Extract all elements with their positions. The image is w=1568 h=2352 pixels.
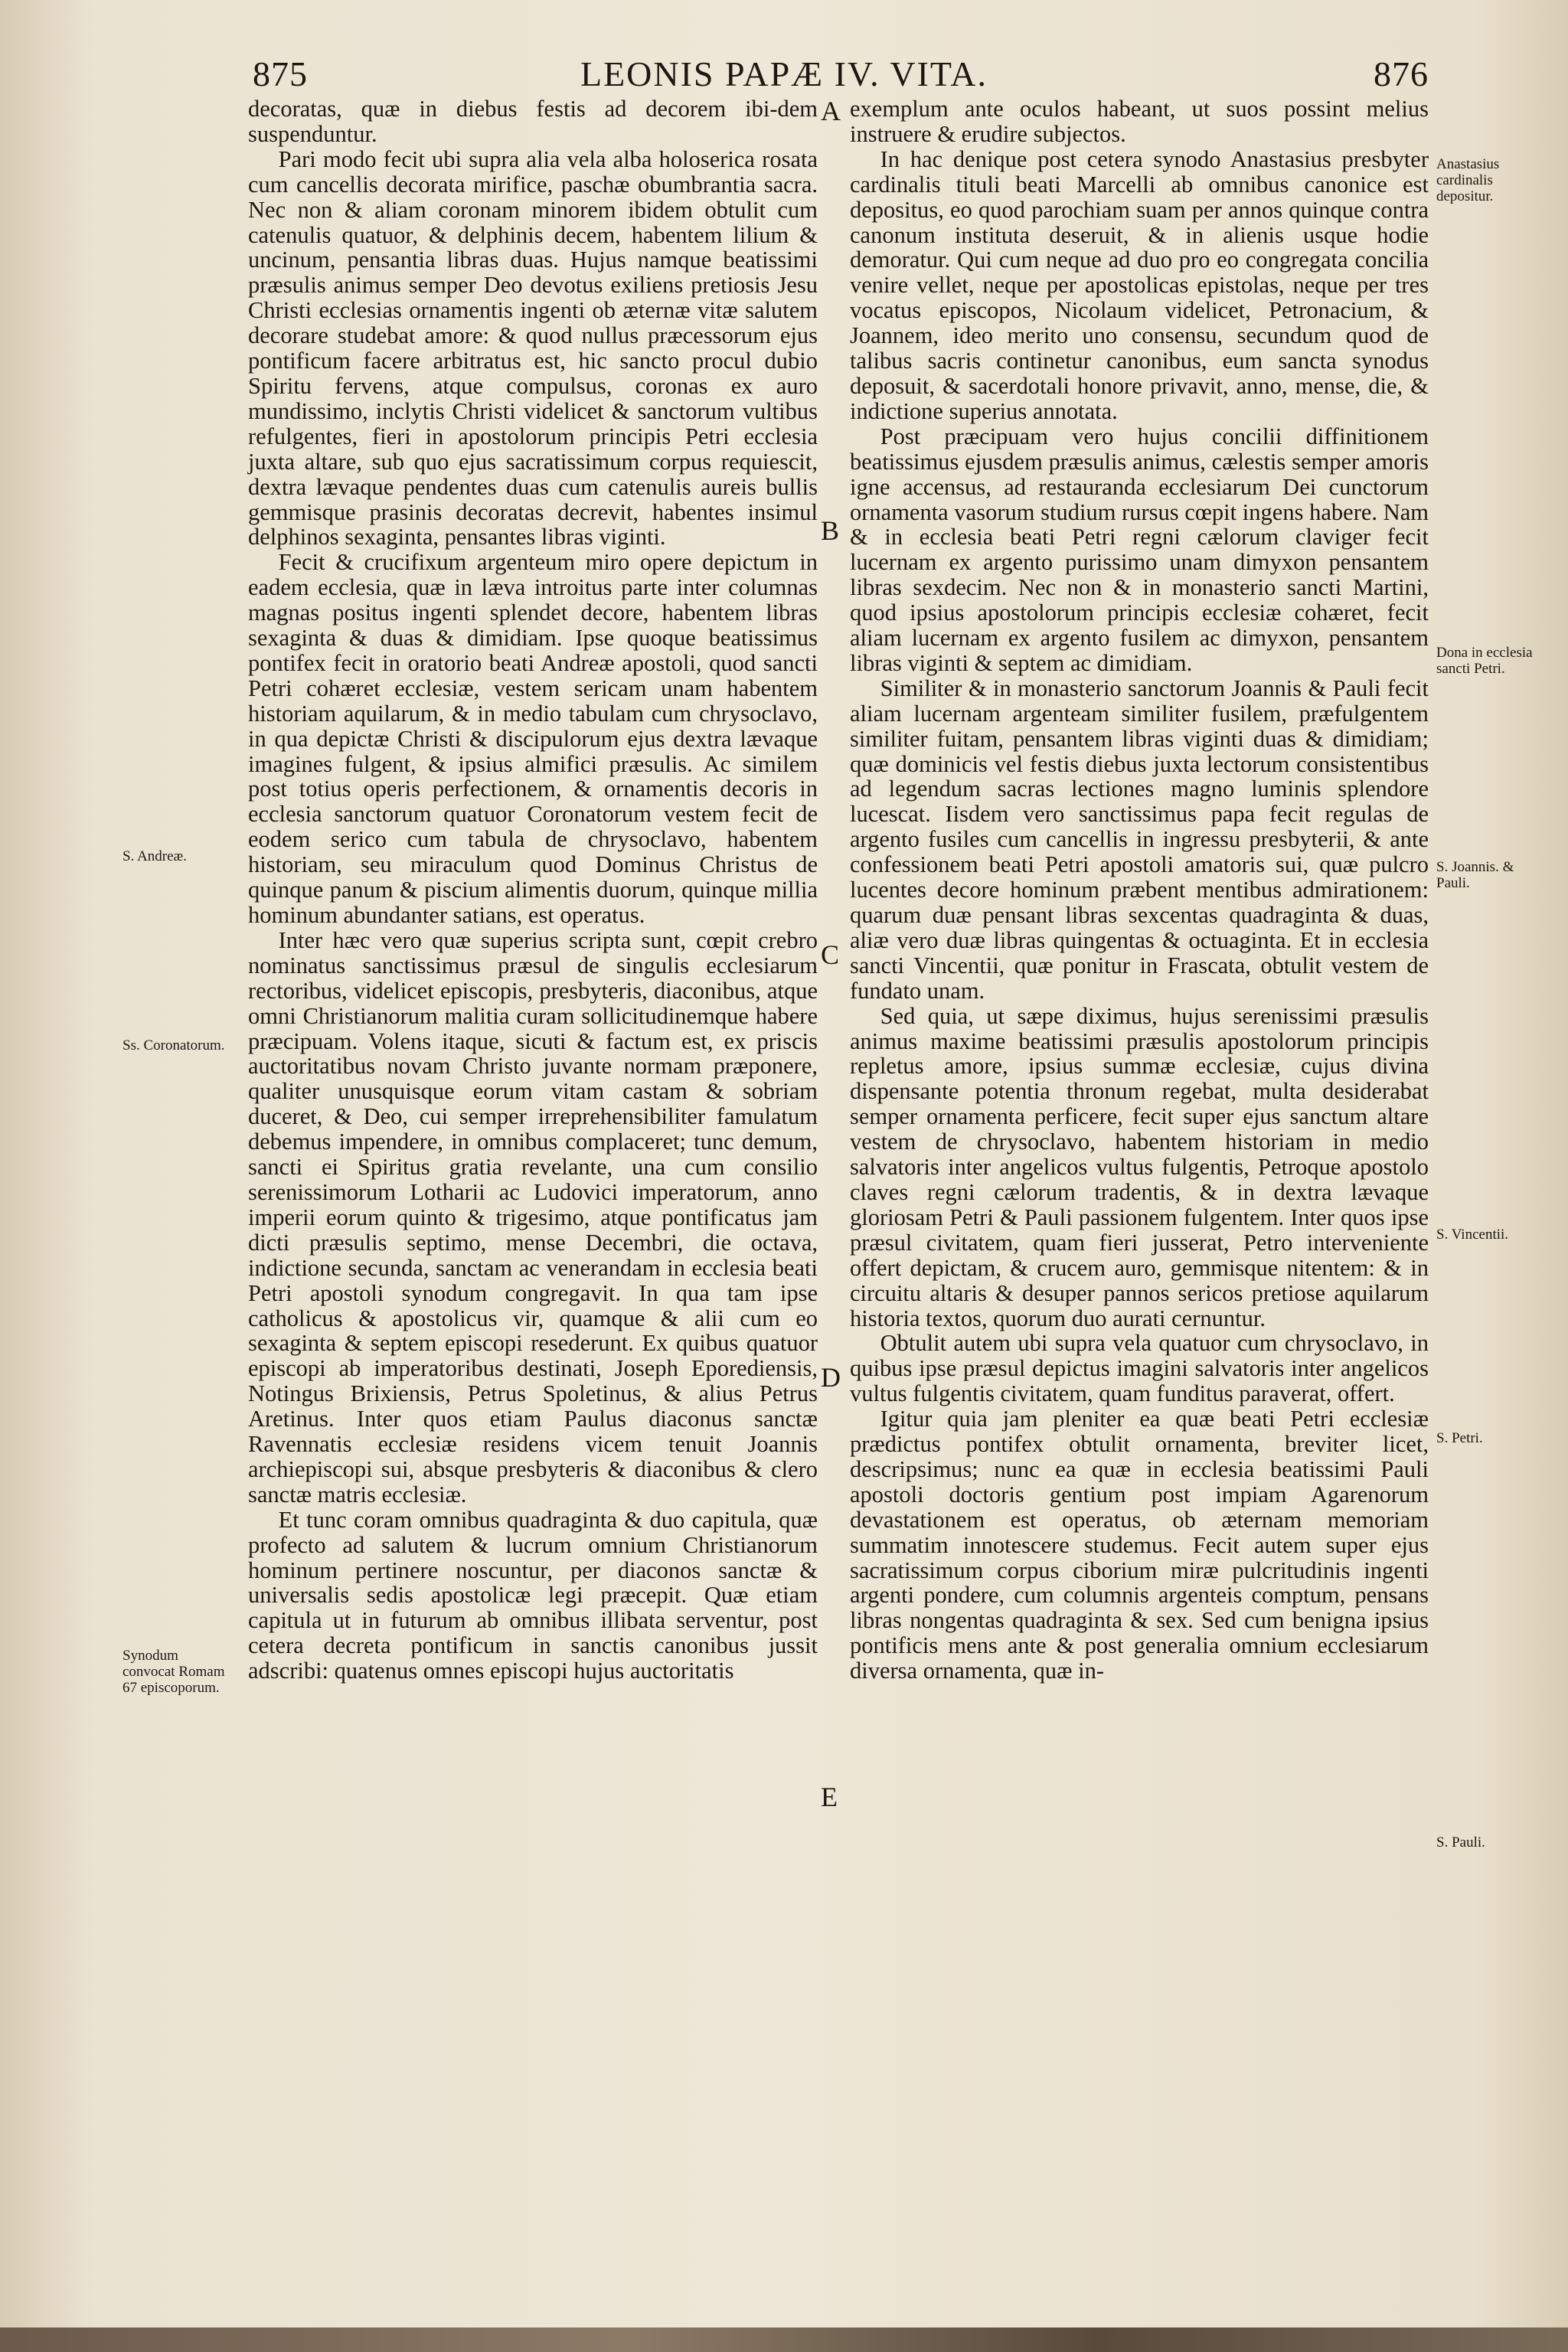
paragraph: Sed quia, ut sæpe diximus, hujus serenissimi præsulis animus maxime beatissimi præsulis apostolorum principis repletus amore, ipsius summæ ecclesiæ, cujus divina dispensante potentia thronum regebat, multa desiderabat semper ornamenta perficere, fecit super ejus sanctum altare vestem de chrysoclavo, habentem historiam in medio salvatoris inter angelicos vultus fulgentis, Petroque apostolo claves regni cælorum tradentis, & in dextra lævaque gloriosam Petri & Pauli passionem fulgentem. Inter quos ipse præsul civitatem, quam fieri jusserat, Petro interveniente offert depictam, & crucem auro, gemmisque nitentem: & in circuitu altaris & desuper pannos sericos pretiose aquilarum historia textos, quorum duo aurati cernuntur. [850,1002,1429,1331]
paragraph: Et tunc coram omnibus quadraginta & duo capitula, quæ profecto ad salutem & lucrum omnium Christianorum hominum pertinere noscuntur, per diaconos sanctæ & universalis sedis apostolicæ legi præcepit. Quæ etiam capitula ut in futurum ab omnibus illibata serventur, post cetera decreta pontificum in sanctis canonibus jussit adscribi: quatenus omnes episcopi hujus auctoritatis [248,1506,818,1684]
margin-note: Synodum convocat Romam 67 episcoporum. [122,1648,225,1696]
paragraph: exemplum ante oculos habeant, ut suos possint melius instruere & erudire subjectos. [850,96,1429,147]
paragraph: Inter hæc vero quæ superius scripta sunt, cœpit crebro nominatus sanctissimus præsul de singulis ecclesiarum rectoribus, videlicet episcopis, presbyteris, diaconibus, atque omni Christianorum malitia curam sollicitudinemque habere præcipuam. Volens itaque, sicuti & factum est, ex priscis auctoritatibus novam Christo juvante normam præponere, qualiter unusquisque eorum vitam castam & sobriam duceret, & Deo, cui semper irreprehensibiliter famulatum debemus impendere, in omnibus complaceret; tunc demum, sancti ei Spiritus gratia revelante, una cum consilio serenissimorum Lotharii ac Ludovici imperatorum, anno imperii eorum quinto & trigesimo, atque pontificatus jam dicti præsulis septimo, mense Decembri, die octava, indictione secunda, sanctam ac venerandam in ecclesia beati Petri apostoli synodum congregavit. In qua tam ipse catholicus & apostolicus vir, quamque & alii cum eo sexaginta & septem episcopi resederunt. Ex quibus quatuor episcopi ab imperatoribus destinati, Joseph Eporediensis, Notingus Brixiensis, Petrus Spoletinus, & alius Petrus Aretinus. Inter quos etiam Paulus diaconus sanctæ Ravennatis ecclesiæ residens vicem tenuit Joannis archiepiscopi sui, absque presbyteris & diaconibus & clero sanctæ matris ecclesiæ. [248,926,818,1508]
running-title: LEONIS PAPÆ IV. VITA. [580,54,988,93]
margin-note: S. Vincentii. [1436,1227,1509,1243]
margin-note: S. Pauli. [1436,1834,1485,1851]
margin-note: Ss. Coronatorum. [122,1037,225,1054]
margin-note: Dona in ecclesia sancti Petri. [1436,645,1533,677]
paragraph: Pari modo fecit ubi supra alia vela alba holoserica rosata cum cancellis decorata mirifice, paschæ obumbrantia sacra. Nec non & aliam coronam minorem ibidem obtulit cum catenulis quatuor, & delphinis decem, habentem lilium & uncinum, pensantia libras duas. Hujus namque beatissimi præsulis animus semper Deo devotus exiliens pretiosis Jesu Christi ecclesias ornamentis ingenti ob æternæ vitæ salutem decorare studebat amore: & quod nullus præcessorum ejus pontificum facere arbitratus est, hic sancto procul dubio Spiritu fervens, atque compulsus, coronas ex auro mundissimo, inclytis Christi videlicet & sanctorum vultibus refulgentes, fieri in apostolorum principis Petri ecclesia juxta altare, sub quo ejus sacratissimum corpus requiescit, dextra lævaque pendentes duas cum catenulis aureis bullis gemmisque prasinis decoratas decrevit, habentes insimul delphinos sexaginta, pensantes libras viginti. [248,145,818,550]
margin-note: Anastasius cardinalis depositur. [1436,156,1500,204]
page-number-right: 876 [1374,54,1429,93]
margin-note: S. Joannis. & Pauli. [1436,859,1514,891]
page-number-left: 875 [253,54,308,93]
section-letter: E [821,1782,838,1812]
paragraph: decoratas, quæ in diebus festis ad decorem ibi-dem suspenduntur. [248,96,818,147]
section-letter: C [821,939,840,970]
section-letter: A [821,96,841,126]
paragraph: Similiter & in monasterio sanctorum Joannis & Pauli fecit aliam lucernam argenteam similiter fusilem, præfulgentem similiter fuitam, pensantem libras viginti duas & dimidiam; quæ dominicis vel festis diebus juxta lectorum consistentibus ad legendum sacras lectiones magno luminis splendore lucescat. Iisdem vero sanctissimus papa fecit regulas de argento fusiles cum cancellis in ingressu presbyterii, & ante confessionem beati Petri apostoli amatoris sui, quæ pulcro lucentes decore hominum præbent mentibus admirationem: quarum duæ pensant libras sexcentas quadraginta & duas, aliæ vero duæ libras quingentas & octuaginta. Et in ecclesia sancti Vincentii, quæ ponitur in Frascata, obtulit vestem de fundato unam. [850,675,1429,1004]
margin-note: S. Petri. [1436,1430,1483,1446]
right-column [850,96,1429,1684]
paragraph: Igitur quia jam pleniter ea quæ beati Petri ecclesiæ prædictus pontifex obtulit ornamenta, breviter licet, descripsimus; nunc ea quæ in ecclesia beatissimi Pauli apostoli doctoris gentium post impiam Agarenorum devastationem est operatus, ob æternam memoriam summatim innotescere studemus. Fecit autem super ejus sacratissimum corpus ciborium miræ pulcritudinis ingenti argenti pondere, cum columnis argenteis comptum, pensans libras nongentas quadraginta & sex. Sed cum benigna ipsius pontificis mens ante & post generalia omnium ecclesiarum diversa ornamenta, quæ in- [850,1406,1429,1684]
scan-edge [0,2328,1568,2352]
left-column [248,96,818,1684]
paragraph: Fecit & crucifixum argenteum miro opere depictum in eadem ecclesia, quæ in læva introitus parte inter columnas magnas positus ingenti splendet decore, habentem libras sexaginta & duas & dimidiam. Ipse quoque beatissimus pontifex fecit in oratorio beati Andreæ apostoli, quod sancti Petri cohæret ecclesiæ, vestem sericam unam habentem historiam aquilarum, & in medio tabulam cum chrysoclavo, in qua depictæ Christi & discipulorum ejus dextra lævaque imagines fulgent, & ipsius almifici præsulis. Ac similem post totius operis perfectionem, & ornamentis decoris in ecclesia sanctorum quatuor Coronatorum vestem fecit de eodem serico cum tabula de chrysoclavo, habentem historiam, seu miraculum quod Dominus Christus de quinque panum & piscium alimentis duorum, quinque millia hominum abundanter satians, est operatus. [248,549,818,928]
paragraph: Obtulit autem ubi supra vela quatuor cum chrysoclavo, in quibus ipse præsul depictus imagini salvatoris inter angelicos vultus fulgentis civitatem, quam funditus paraverat, offert. [850,1330,1429,1407]
margin-note: S. Andreæ. [122,848,187,864]
section-letter: D [821,1362,841,1393]
section-letter: B [821,515,840,546]
paragraph: In hac denique post cetera synodo Anastasius presbyter cardinalis tituli beati Marcelli ab omnibus canonice est depositus, eo quod parochiam suam per annos quinque contra canonum instituta deseruit, & in alienis usque hodie demoratur. Qui cum neque ad duo pro eo congregata concilia venire vellet, neque per apostolicas epistolas, neque per tres vocatus episcopos, Nicolaum videlicet, Petronacium, & Joannem, ideo merito uno consensu, secundum quod de talibus sacris continetur canonibus, eum sancta synodus deposuit, & sacerdotali honore privavit, anno, mense, die, & indictione superius annotata. [850,145,1429,424]
paragraph: Post præcipuam vero hujus concilii diffinitionem beatissimus ejusdem præsulis animus, cælestis semper amoris igne accensus, ad restauranda ecclesiarum Dei cunctorum ornamenta vasorum studium rursus cœpit ingens habere. Nam & in ecclesia beati Petri regni cælorum claviger fecit lucernam ex argento purissimo unam dimyxon pensantem libras sexdecim. Nec non & in monasterio sancti Martini, quod ipsius apostolorum principis ecclesiæ cohæret, fecit aliam lucernam ex argento fusilem ac dimyxon, pensantem libras viginti & septem ac dimidiam. [850,423,1429,676]
